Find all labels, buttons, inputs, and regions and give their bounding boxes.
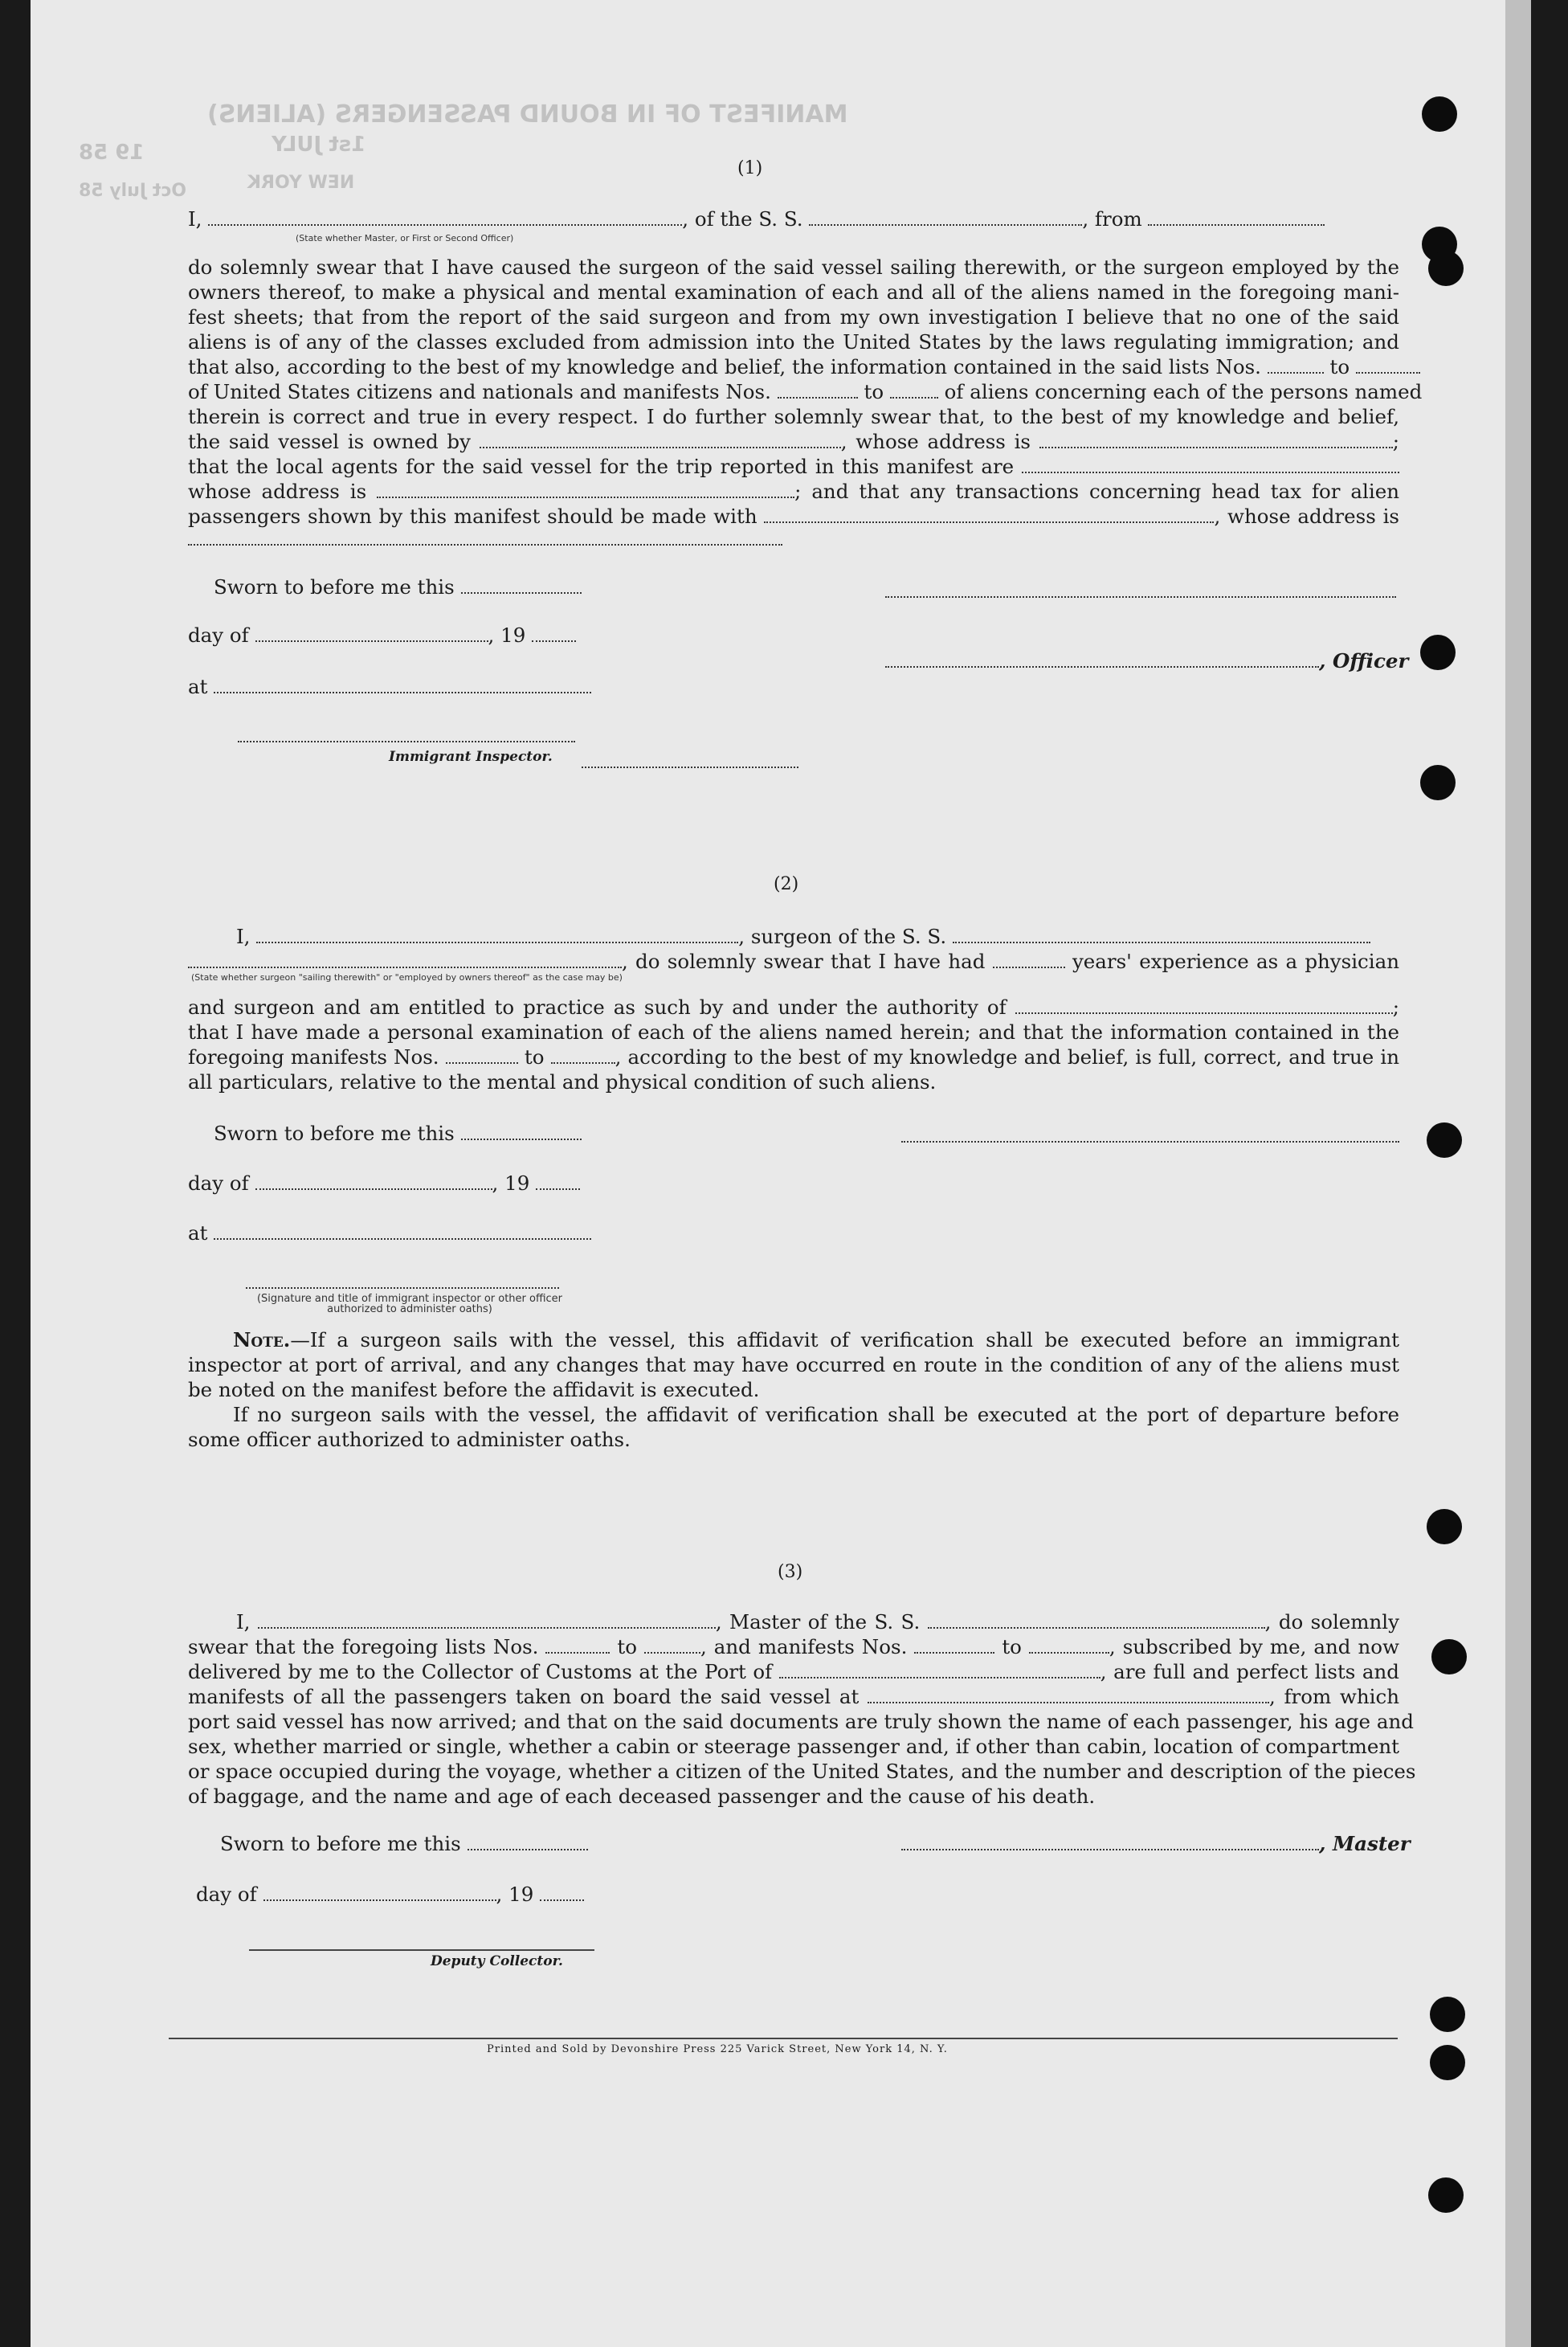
- sec3-line-1: [188, 1609, 1399, 1634]
- sec1-local-agents: that the local agents for the said vessel for the trip reported in this manifest are: [188, 455, 1015, 478]
- punch-hole: [1431, 1639, 1467, 1674]
- bleed-through-arrival: Oct July 58: [79, 181, 186, 201]
- sec1-body-line: [188, 429, 1399, 454]
- deputy-collector-label: Deputy Collector.: [431, 1953, 563, 1969]
- manifests-to-blank: [890, 381, 938, 399]
- sec3-body-line: or space occupied during the voyage, whether a citizen of the United States, and the number and description of the pieces: [188, 1760, 1416, 1783]
- section-1-affidavit: [188, 206, 1399, 231]
- sec2-sworn: Sworn to before me this: [214, 1122, 582, 1145]
- sec3-i: I,: [236, 1610, 251, 1633]
- lists-to-blank: [1356, 356, 1420, 374]
- sec3-collector: delivered by me to the Collector of Customs at the Port of: [188, 1660, 773, 1683]
- sec2-authority: and surgeon and am entitled to practice as such by and under the authority of: [188, 996, 1007, 1019]
- sec2-solemnly: , do solemnly swear that I have had: [622, 950, 986, 973]
- sec1-body-line: [188, 379, 1423, 404]
- sec2-body-line: all particulars, relative to the mental and physical condition of such aliens.: [188, 1070, 937, 1094]
- sec3-line-3: [188, 1659, 1399, 1684]
- sec3-ship-blank: [928, 1611, 1265, 1629]
- sec2-at: at: [188, 1221, 591, 1245]
- note-line: If no surgeon sails with the vessel, the affidavit of verification shall be executed at the port of departure before: [233, 1403, 1399, 1426]
- semicolon: ;: [1392, 430, 1400, 453]
- sec1-whose-address-end: , whose address is: [1214, 505, 1399, 528]
- document-page: [31, 0, 1505, 2347]
- section-3-affidavit: [188, 1609, 1416, 1809]
- punch-hole: [1420, 635, 1456, 670]
- sec1-body-line: therein is correct and true in every respect. I do further solemnly swear that, to the best of my knowledge and belief,: [188, 405, 1399, 428]
- sec3-lists: swear that the foregoing lists Nos.: [188, 1635, 539, 1658]
- bleed-through-title: MANIFEST OF IN BOUND PASSENGERS (ALIENS): [207, 100, 848, 129]
- sec1-owned-by: the said vessel is owned by: [188, 430, 471, 453]
- authority-blank: [1015, 996, 1393, 1014]
- sec1-body-line: do solemnly swear that I have caused the surgeon of the said vessel sailing therewith, or the surgeon employed by the: [188, 256, 1399, 279]
- port-taken-blank: [868, 1686, 1269, 1703]
- sec3-line-4: [188, 1684, 1399, 1709]
- inspector-signature-line: [238, 741, 575, 742]
- master-name-blank: [258, 1611, 716, 1629]
- deputy-collector-line: [249, 1949, 594, 1951]
- sec3-solemnly: , do solemnly: [1264, 1610, 1399, 1633]
- sec1-from: , from: [1082, 207, 1142, 231]
- sec2-from-blank: [446, 1046, 518, 1064]
- officer-name-blank: [208, 208, 682, 226]
- sec1-to: to: [864, 380, 884, 403]
- punch-hole: [1427, 1122, 1462, 1158]
- punch-hole: [1428, 251, 1464, 286]
- caption-surgeon-type: (State whether surgeon "sailing therewith" or "employed by owners thereof" as the case may be): [191, 972, 623, 983]
- sec1-day-of: day of , 19: [188, 624, 576, 647]
- sec2-to: to: [524, 1045, 545, 1069]
- sec2-according: , according to the best of my knowledge and belief, is full, correct, and true in: [615, 1045, 1400, 1069]
- sec1-aliens-text: of aliens concerning each of the persons named: [944, 380, 1423, 403]
- sec3-master-line: , Master: [901, 1832, 1411, 1855]
- section-2-affidavit: [188, 924, 1399, 974]
- officer-signature-line: [885, 596, 1396, 598]
- section-1-body: [188, 255, 1423, 529]
- sec2-day-of: day of , 19: [188, 1171, 580, 1195]
- sec2-to-blank: [551, 1046, 615, 1064]
- port-from-blank: [1148, 208, 1325, 226]
- sec1-at: at: [188, 675, 591, 698]
- note-line: [188, 1327, 1399, 1352]
- owner-blank: [480, 431, 841, 448]
- sec1-body-line: [188, 479, 1399, 504]
- sec1-whose-address: , whose address is: [840, 430, 1031, 453]
- note-line: inspector at port of arrival, and any changes that may have occurred en route in the condition of any of the aliens must: [188, 1353, 1399, 1376]
- note-line: be noted on the manifest before the affidavit is executed.: [188, 1378, 760, 1401]
- bleed-through-date: 1st JULY: [272, 133, 366, 157]
- sec1-body-line: [188, 454, 1399, 479]
- bleed-through-port: NEW YORK: [247, 173, 355, 193]
- sec2-years-experience: years' experience as a physician: [1072, 950, 1399, 973]
- note-label: Note.: [233, 1328, 291, 1351]
- sec1-body-line: [188, 354, 1399, 379]
- sec3-master-of: , Master of the S. S.: [715, 1610, 921, 1633]
- punch-hole: [1430, 2045, 1465, 2080]
- sec1-i: I,: [188, 207, 202, 231]
- sec3-line-2: [188, 1634, 1399, 1659]
- note-line: some officer authorized to administer oaths.: [188, 1428, 631, 1451]
- semicolon: ;: [1392, 996, 1399, 1019]
- caption-signature-title: (Signature and title of immigrant inspector or other officer authorized to administer oaths): [256, 1293, 563, 1315]
- sec1-line-1: [188, 206, 1399, 231]
- sec2-line-2: [188, 949, 1399, 974]
- sec3-body-line: of baggage, and the name and age of each deceased passenger and the cause of his death.: [188, 1785, 1096, 1808]
- sec3-day-of: day of , 19: [196, 1883, 584, 1906]
- sec3-from-which: , from which: [1269, 1685, 1399, 1708]
- sec3-body-line: sex, whether married or single, whether a cabin or steerage passenger and, if other than cabin, location of compartment: [188, 1735, 1399, 1758]
- sec2-manifests: foregoing manifests Nos.: [188, 1045, 439, 1069]
- sec2-inspector-line: [246, 1287, 559, 1289]
- sec2-body-line: that I have made a personal examination of each of the aliens named herein; and that the information contained in the: [188, 1020, 1399, 1044]
- section-3-number: (3): [778, 1562, 803, 1582]
- sec1-officer-line: , Officer: [885, 649, 1408, 673]
- sec3-full-perfect: , are full and perfect lists and: [1100, 1660, 1399, 1683]
- sec1-made-with: passengers shown by this manifest should be made with: [188, 505, 757, 528]
- port-of-blank: [779, 1661, 1100, 1678]
- lists-from-blank: [1268, 356, 1324, 374]
- sec1-body-line: fest sheets; that from the report of the said surgeon and from my own investigation I believe that no one of the said: [188, 305, 1399, 329]
- punch-hole: [1422, 96, 1457, 132]
- sec3-to: to: [1002, 1635, 1022, 1658]
- sec2-body-line: [188, 995, 1399, 1020]
- sec2-ship-blank: [953, 926, 1370, 943]
- printer-footer: Printed and Sold by Devonshire Press 225 Varick Street, New York 14, N. Y.: [487, 2043, 948, 2055]
- agents-address-blank: [377, 480, 794, 498]
- surgeon-type-blank: [188, 951, 622, 968]
- sec2-surgeon-of: , surgeon of the S. S.: [738, 925, 947, 948]
- sec3-manifests: , and manifests Nos.: [700, 1635, 908, 1658]
- manifests-from-blank: [778, 381, 858, 399]
- footer-rule: [169, 2038, 1398, 2039]
- section-2-number: (2): [774, 874, 799, 894]
- sec3-subscribed: , subscribed by me, and now: [1109, 1635, 1399, 1658]
- caption-officer-type: (State whether Master, or First or Second Officer): [296, 233, 514, 243]
- sec1-sworn: Sworn to before me this: [214, 575, 582, 599]
- sec1-head-tax: ; and that any transactions concerning head tax for alien: [794, 480, 1399, 503]
- page-edge: [1505, 0, 1531, 2347]
- inspector-extension-dots: [582, 767, 798, 768]
- sec2-line-1: [188, 924, 1399, 949]
- sec3-lists-to-blank: [644, 1636, 700, 1654]
- sec1-of-ss: , of the S. S.: [682, 207, 803, 231]
- sec3-manifests-to-blank: [1029, 1636, 1109, 1654]
- punch-hole: [1420, 765, 1456, 800]
- punch-hole: [1430, 1997, 1465, 2032]
- punch-hole: [1428, 2177, 1464, 2213]
- sec1-to: to: [1329, 355, 1350, 378]
- section-2-note: [188, 1327, 1399, 1452]
- sec3-body-line: port said vessel has now arrived; and that on the said documents are truly shown the name of each passenger, his age and: [188, 1710, 1414, 1733]
- bleed-through-year: 19 58: [79, 141, 145, 165]
- sec2-body-line: [188, 1045, 1399, 1069]
- note-text: —If a surgeon sails with the vessel, this affidavit of verification shall be executed before an immigrant: [290, 1328, 1399, 1351]
- sec3-to: to: [617, 1635, 638, 1658]
- immigrant-inspector-label: Immigrant Inspector.: [389, 749, 553, 765]
- head-tax-address-blank: [188, 544, 782, 546]
- sec3-lists-from-blank: [545, 1636, 610, 1654]
- years-blank: [993, 951, 1065, 968]
- sec3-taken-aboard: manifests of all the passengers taken on board the said vessel at: [188, 1685, 860, 1708]
- section-1-number: (1): [737, 158, 763, 178]
- sec1-lists-text: that also, according to the best of my knowledge and belief, the information contained in the said lists Nos.: [188, 355, 1261, 378]
- owner-address-blank: [1039, 431, 1393, 448]
- surgeon-name-blank: [256, 926, 738, 943]
- surgeon-signature-line: [901, 1141, 1399, 1143]
- sec1-body-line: owners thereof, to make a physical and mental examination of each and all of the aliens named in the foregoing mani-: [188, 280, 1399, 304]
- sec1-body-line: [188, 504, 1399, 529]
- sec1-manifests-text: of United States citizens and nationals and manifests Nos.: [188, 380, 771, 403]
- sec1-body-line: aliens is of any of the classes excluded from admission into the United States by the laws regulating immigration; and: [188, 330, 1399, 354]
- sec3-sworn: Sworn to before me this: [220, 1832, 588, 1855]
- agents-blank: [1022, 456, 1399, 473]
- sec2-i: I,: [236, 925, 251, 948]
- punch-hole: [1427, 1509, 1462, 1544]
- ship-name-blank: [809, 208, 1082, 226]
- head-tax-party-blank: [764, 505, 1214, 523]
- sec1-whose-address-is: whose address is: [188, 480, 367, 503]
- sec3-manifests-from-blank: [914, 1636, 994, 1654]
- section-2-body: [188, 995, 1399, 1094]
